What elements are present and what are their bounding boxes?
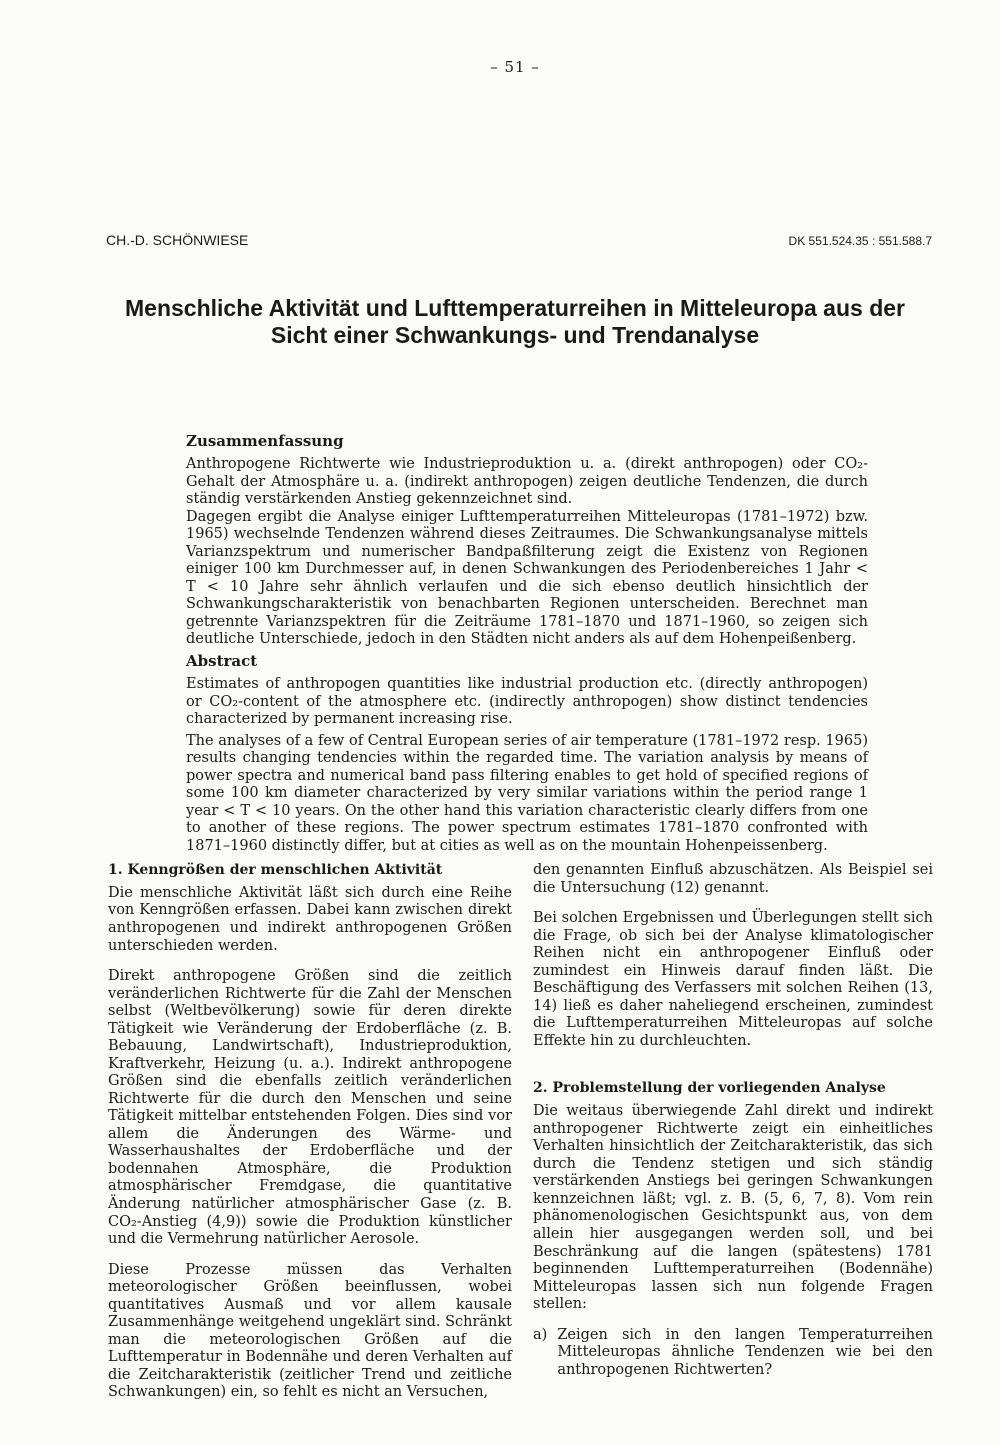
abstract-heading: Abstract — [186, 652, 258, 670]
summary-block — [186, 432, 868, 649]
section-1-paragraph-3: Diese Prozesse müssen das Verhalten meteorologischer Größen beeinflussen, wobei quantitatives Ausmaß und vor allem kausale Zusammenhänge weitgehend ungeklärt sind. Schränkt man die meteorologischen Größen auf die Lufttemperatur in Bodennähe und deren Verhalten auf die Zeitcharakteristik (zeitlicher Trend und zeitliche Schwankungen) ein, so fehlt es nicht an Versuchen, — [108, 1261, 512, 1401]
page-number: – 51 – — [490, 58, 540, 76]
section-1-paragraph-1: Die menschliche Aktivität läßt sich durch eine Reihe von Kenngrößen erfassen. Dabei kann zwischen direkt anthropogenen und indirekt anthropogenen Größen unterschieden werden. — [108, 884, 512, 954]
dk-classification: DK 551.524.35 : 551.588.7 — [788, 234, 932, 248]
summary-paragraph-1: Anthropogene Richtwerte wie Industrieproduktion u. a. (direkt anthropogen) oder CO₂-Gehalt der Atmosphäre u. a. (indirekt anthropogen) zeigen deutliche Tendenzen, die durch ständig verstärkenden Anstieg gekennzeichnet sind. — [186, 456, 868, 508]
summary-heading: Zusammenfassung — [186, 432, 344, 450]
section-1-heading: 1. Kenngrößen der menschlichen Aktivität — [108, 862, 443, 878]
author: CH.-D. SCHÖNWIESE — [106, 232, 249, 248]
section-2-paragraph-1: Die weitaus überwiegende Zahl direkt und indirekt anthropogener Richtwerte zeigt ein einheitliches Verhalten hinsichtlich der Zeitcharakteristik, das sich durch die Tendenz stetigen und sich ständig verstärkenden Anstiegs bei geringen Schwankungen kennzeichnen läßt; vgl. z. B. (5, 6, 7, 8). Vom rein phänomenologischen Gesichtspunkt aus, von dem allein hier ausgegangen werden soll, und bei Beschränkung auf die langen (spätestens) 1781 beginnenden Lufttemperaturreihen (Bodennähe) Mitteleuropas lassen sich nun folgende Fragen stellen: — [533, 1103, 933, 1313]
right-column — [533, 862, 933, 1379]
left-column — [108, 862, 512, 1415]
paper-title: Menschliche Aktivität und Lufttemperaturreihen in Mitteleuropa aus der Sicht einer Schwankungs- und Trendanalyse — [125, 295, 905, 349]
summary-paragraph-2: Dagegen ergibt die Analyse einiger Lufttemperaturreihen Mitteleuropas (1781–1972) bzw. 1965) wechselnde Tendenzen während dieses Zeitraumes. Die Schwankungsanalyse mittels Varianzspektrum und numerischer Bandpaßfilterung zeigt die Existenz von Regionen einiger 100 km Durchmesser auf, in denen Schwankungen des Periodenbereiches 1 Jahr < T < 10 Jahre sehr ähnlich verlaufen und die sich ebenso deutlich hinsichtlich der Schwankungscharakteristik von benachbarten Regionen unterscheiden. Berechnet man getrennte Varianzspektren für die Zeiträume 1781–1870 und 1871–1960, so zeigen sich deutliche Unterschiede, jedoch in den Städten nicht anders als auf dem Hohenpeißenberg. — [186, 508, 868, 648]
question-item-a — [533, 1327, 933, 1380]
section-2-heading: 2. Problemstellung der vorliegenden Analyse — [533, 1080, 886, 1097]
section-1-paragraph-2: Direkt anthropogene Größen sind die zeitlich veränderlichen Richtwerte für die Zahl der Menschen selbst (Weltbevölkerung) sowie für deren direkte Tätigkeit wie Veränderung der Erdoberfläche (z. B. Bebauung, Landwirtschaft), Industrieproduktion, Kraftverkehr, Heizung (u. a.). Indirekt anthropogene Größen sind die ebenfalls zeitlich veränderlichen Richtwerte für die durch den Menschen und seine Tätigkeit mittelbar entstehenden Folgen. Dies sind vor allem die Änderungen des Wärme- und Wasserhaushaltes der Erdoberfläche und der bodennahen Atmosphäre, die Produktion atmosphärischer Fremdgase, die quantitative Änderung natürlicher atmosphärischer Gase (z. B. CO₂-Anstieg (4,9)) sowie die Produktion künstlicher und die Vermehrung natürlicher Aerosole. — [108, 968, 512, 1248]
abstract-block — [186, 652, 868, 855]
abstract-paragraph-2: The analyses of a few of Central European series of air temperature (1781–1972 resp. 1965) results changing tendencies within the regarded time. The variation analysis by means of power spectra and numerical band pass filtering enables to get hold of specified regions of some 100 km diameter characterized by very similar variations within the period range 1 year < T < 10 years. On the other hand this variation characteristic clearly differs from one to another of these regions. The power spectrum estimates 1781–1870 confronted with 1871–1960 distinctly differ, but at cities as well as on the mountain Hohenpeissenberg. — [186, 732, 868, 854]
question-a-marker: a) — [533, 1326, 548, 1343]
right-paragraph-2: Bei solchen Ergebnissen und Überlegungen stellt sich die Frage, ob sich bei der Analyse klimatologischer Reihen nicht ein anthropogener Einfluß oder zumindest ein Hinweis darauf finden läßt. Die Beschäftigung des Verfassers mit solchen Reihen (13, 14) ließ es daher naheliegend erscheinen, zumindest die Lufttemperaturreihen Mitteleuropas auf solche Effekte hin zu durchleuchten. — [533, 910, 933, 1049]
right-paragraph-1: den genannten Einfluß abzuschätzen. Als Beispiel sei die Untersuchung (12) genannt. — [533, 862, 933, 896]
question-a-text: Zeigen sich in den langen Temperaturreihen Mitteleuropas ähnliche Tendenzen wie bei den anthropogenen Richtwerten? — [557, 1326, 933, 1378]
abstract-paragraph-1: Estimates of anthropogen quantities like industrial production etc. (directly anthropogen) or CO₂-content of the atmosphere etc. (indirectly anthropogen) show distinct tendencies characterized by permanent increasing rise. — [186, 676, 868, 728]
